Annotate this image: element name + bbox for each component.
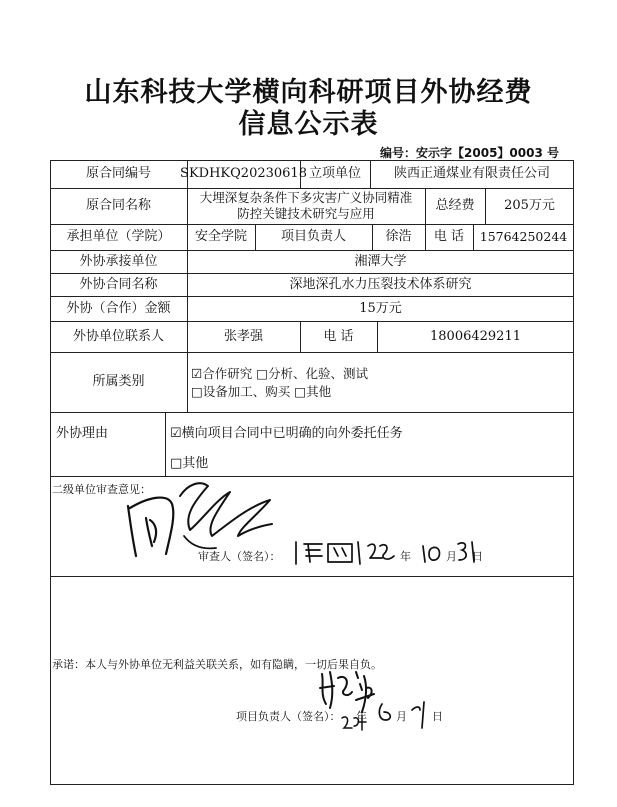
contract-no-value: SKDHKQ20230618 bbox=[180, 166, 307, 182]
contract-name-line1: 大埋深复杂条件下多灾害广义协同精准 bbox=[199, 189, 413, 205]
page-title: 山东科技大学横向科研项目外协经费 bbox=[84, 77, 533, 108]
contact-label: 外协单位联系人 bbox=[72, 328, 164, 344]
contact-value: 张孝强 bbox=[223, 328, 263, 344]
outsource-contract-value: 深地深孔水力压裂技术体系研究 bbox=[289, 276, 472, 292]
contract-no-label: 原合同编号 bbox=[85, 166, 151, 182]
category-label: 所属类别 bbox=[92, 374, 145, 390]
contact-phone-label: 电 话 bbox=[323, 328, 354, 344]
review-date-year: 年 bbox=[400, 550, 411, 563]
commitment-date-day-handwritten bbox=[410, 700, 430, 730]
leader-value: 徐浩 bbox=[385, 229, 412, 245]
reason-label: 外协理由 bbox=[56, 426, 109, 441]
page-subtitle: 信息公示表 bbox=[238, 109, 379, 140]
outsource-contract-label: 外协合同名称 bbox=[79, 276, 158, 292]
row-divider bbox=[50, 412, 574, 413]
leader-signature-label: 项目负责人（签名）： bbox=[236, 710, 341, 723]
phone-value: 15764250244 bbox=[479, 228, 568, 244]
category-option-line2: □设备加工、购买 □其他 bbox=[191, 384, 332, 399]
project-unit-label: 立项单位 bbox=[308, 166, 361, 182]
commitment-date-month: 月 bbox=[396, 710, 407, 723]
leader-label: 项目负责人 bbox=[280, 229, 346, 245]
review-date-day: 日 bbox=[472, 550, 483, 563]
commitment-date-year: 年 bbox=[356, 710, 367, 723]
commitment-date-day: 日 bbox=[432, 710, 443, 723]
undertaking-unit-label: 承担单位（学院） bbox=[66, 229, 171, 245]
total-fund-label: 总经费 bbox=[435, 198, 475, 214]
outsource-amount-value: 15万元 bbox=[359, 300, 402, 316]
phone-label: 电 话 bbox=[433, 229, 465, 245]
document-number: 编号：安示字【2005】0003 号 bbox=[380, 146, 559, 160]
undertaking-unit-value: 安全学院 bbox=[194, 229, 247, 245]
outsource-amount-label: 外协（合作）金额 bbox=[66, 300, 171, 316]
column-divider bbox=[165, 412, 166, 476]
project-unit-value: 陕西正通煤业有限责任公司 bbox=[393, 166, 550, 182]
commitment-date-month-handwritten bbox=[376, 700, 398, 724]
review-label: 二级单位审查意见： bbox=[52, 483, 151, 496]
contract-name-line2: 防控关键技术研究与应用 bbox=[237, 206, 375, 221]
reason-option-line2: □其他 bbox=[170, 456, 209, 471]
commitment-statement: 承诺：本人与外协单位无利益关联关系，如有隐瞒，一切后果自负。 bbox=[52, 658, 382, 671]
contact-phone-value: 18006429211 bbox=[430, 328, 521, 344]
outsource-unit-value: 湘潭大学 bbox=[354, 253, 407, 269]
total-fund-value: 205万元 bbox=[504, 198, 555, 214]
row-divider bbox=[50, 576, 574, 577]
outsource-unit-label: 外协承接单位 bbox=[79, 253, 158, 269]
review-date-month: 月 bbox=[446, 550, 457, 563]
reason-option-line1: ☑横向项目合同中已明确的向外委托任务 bbox=[170, 426, 403, 441]
reviewer-handwritten-signature-date bbox=[292, 536, 402, 568]
category-option-line1: ☑合作研究 □分析、化验、测试 bbox=[191, 366, 368, 381]
column-divider bbox=[187, 352, 188, 412]
contract-name-value bbox=[187, 188, 425, 224]
reviewer-signature-label: 审查人（签名）： bbox=[198, 550, 281, 563]
contract-name-label: 原合同名称 bbox=[85, 198, 151, 214]
